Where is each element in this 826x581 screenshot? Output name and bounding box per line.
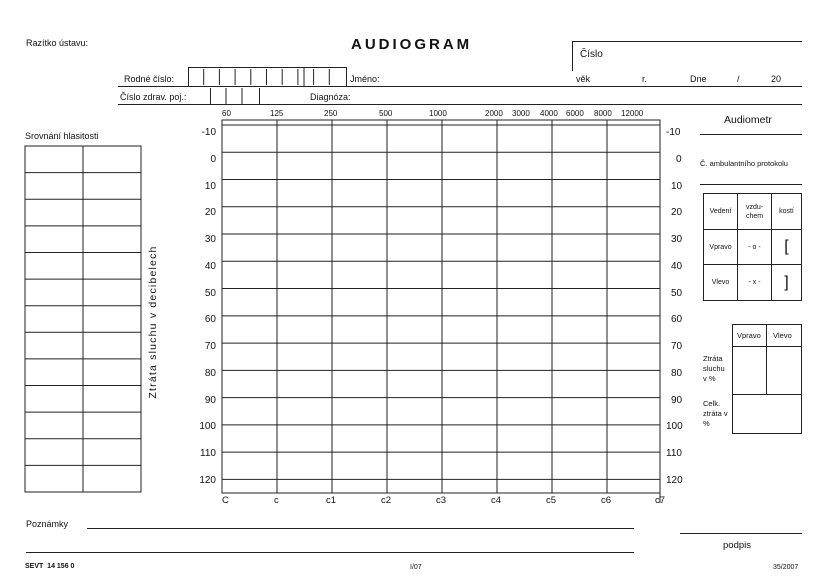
note-label: C bbox=[222, 495, 229, 506]
date-code: 35/2007 bbox=[773, 564, 799, 571]
db-label-right: 120 bbox=[666, 475, 683, 486]
audiometer-label: Audiometr bbox=[724, 114, 772, 126]
freq-label: 8000 bbox=[594, 109, 612, 118]
db-label-left: 0 bbox=[210, 154, 216, 165]
years-label: r. bbox=[642, 74, 648, 84]
protocol-label: Č. ambulantního protokolu bbox=[700, 159, 788, 168]
db-label-right: 50 bbox=[671, 288, 683, 299]
insurance-label: Číslo zdrav. poj.: bbox=[120, 92, 187, 102]
db-label-right: 110 bbox=[666, 448, 682, 459]
note-label: c4 bbox=[491, 495, 502, 506]
note-label: c3 bbox=[436, 495, 447, 506]
freq-label: 250 bbox=[324, 109, 338, 118]
db-label-left: -10 bbox=[201, 127, 216, 138]
db-label-left: 100 bbox=[199, 421, 216, 432]
db-label-left: 20 bbox=[204, 207, 216, 218]
freq-label: 60 bbox=[222, 109, 231, 118]
note-label: c7 bbox=[655, 495, 666, 506]
freq-label: 12000 bbox=[621, 109, 644, 118]
db-label-left: 110 bbox=[200, 448, 216, 459]
y-axis-label: Ztráta sluchu v decibelech bbox=[147, 245, 159, 399]
note-label: c5 bbox=[546, 495, 557, 506]
legend-left-air-symbol: - x - bbox=[738, 265, 772, 301]
db-label-right: 10 bbox=[671, 181, 683, 192]
legend-right: Vpravo bbox=[704, 230, 738, 265]
age-label: věk bbox=[576, 74, 591, 84]
diagnosis-label: Diagnóza: bbox=[310, 92, 351, 102]
date-separator: / bbox=[737, 74, 740, 84]
note-label: c bbox=[274, 495, 279, 506]
signature-label: podpis bbox=[723, 540, 751, 551]
db-label-left: 60 bbox=[204, 314, 216, 325]
db-label-right: 70 bbox=[671, 341, 683, 352]
name-label: Jméno: bbox=[350, 74, 380, 84]
freq-label: 4000 bbox=[540, 109, 558, 118]
freq-label: 6000 bbox=[566, 109, 584, 118]
db-label-right: 100 bbox=[666, 421, 683, 432]
loss-left-col: Vlevo bbox=[773, 331, 792, 340]
db-label-right: 30 bbox=[671, 234, 683, 245]
db-label-right: 20 bbox=[671, 207, 683, 218]
db-label-right: 40 bbox=[671, 261, 683, 272]
db-label-left: 120 bbox=[199, 475, 216, 486]
db-label-left: 40 bbox=[204, 261, 216, 272]
legend-left: Vlevo bbox=[704, 265, 738, 301]
form-code: SEVT 14 156 0 bbox=[25, 563, 75, 570]
year-prefix: 20 bbox=[771, 74, 782, 84]
loss-label: Ztráta sluchu v % bbox=[703, 354, 725, 383]
legend-right-air-symbol: - o - bbox=[738, 230, 772, 265]
db-label-left: 90 bbox=[204, 395, 216, 406]
freq-label: 3000 bbox=[512, 109, 530, 118]
stamp-label: Razítko ústavu: bbox=[26, 38, 89, 48]
legend-conduction: Vedení bbox=[704, 194, 738, 230]
date-label: Dne bbox=[690, 74, 707, 84]
note-label: c6 bbox=[601, 495, 612, 506]
audiogram-grid-frame bbox=[222, 120, 660, 493]
db-label-right: 90 bbox=[671, 395, 683, 406]
db-label-left: 80 bbox=[204, 368, 216, 379]
freq-label: 1000 bbox=[429, 109, 447, 118]
note-label: c2 bbox=[381, 495, 392, 506]
notes-label: Poznámky bbox=[26, 519, 69, 529]
legend-air: vzdu-chem bbox=[738, 194, 772, 230]
edition-code: I/07 bbox=[410, 564, 422, 571]
db-label-left: 50 bbox=[204, 288, 216, 299]
legend-bone: kostí bbox=[772, 194, 802, 230]
db-label-right: -10 bbox=[666, 127, 681, 138]
total-loss-label: Celk. ztráta v % bbox=[703, 399, 728, 428]
freq-label: 500 bbox=[379, 109, 393, 118]
legend-right-bone-symbol: [ bbox=[772, 230, 802, 265]
freq-label: 2000 bbox=[485, 109, 503, 118]
comparison-title: Srovnání hlasitosti bbox=[25, 131, 99, 141]
loss-right-col: Vpravo bbox=[737, 331, 761, 340]
db-label-left: 70 bbox=[204, 341, 216, 352]
db-label-right: 60 bbox=[671, 314, 683, 325]
db-label-right: 0 bbox=[676, 154, 682, 165]
page-title: AUDIOGRAM bbox=[351, 36, 473, 53]
legend-left-bone-symbol: ] bbox=[772, 265, 802, 301]
number-label: Číslo bbox=[580, 49, 603, 60]
db-label-right: 80 bbox=[671, 368, 683, 379]
db-label-left: 10 bbox=[204, 181, 216, 192]
note-label: c1 bbox=[326, 495, 337, 506]
freq-label: 125 bbox=[270, 109, 284, 118]
db-label-left: 30 bbox=[204, 234, 216, 245]
birth-number-label: Rodné číslo: bbox=[124, 74, 175, 84]
